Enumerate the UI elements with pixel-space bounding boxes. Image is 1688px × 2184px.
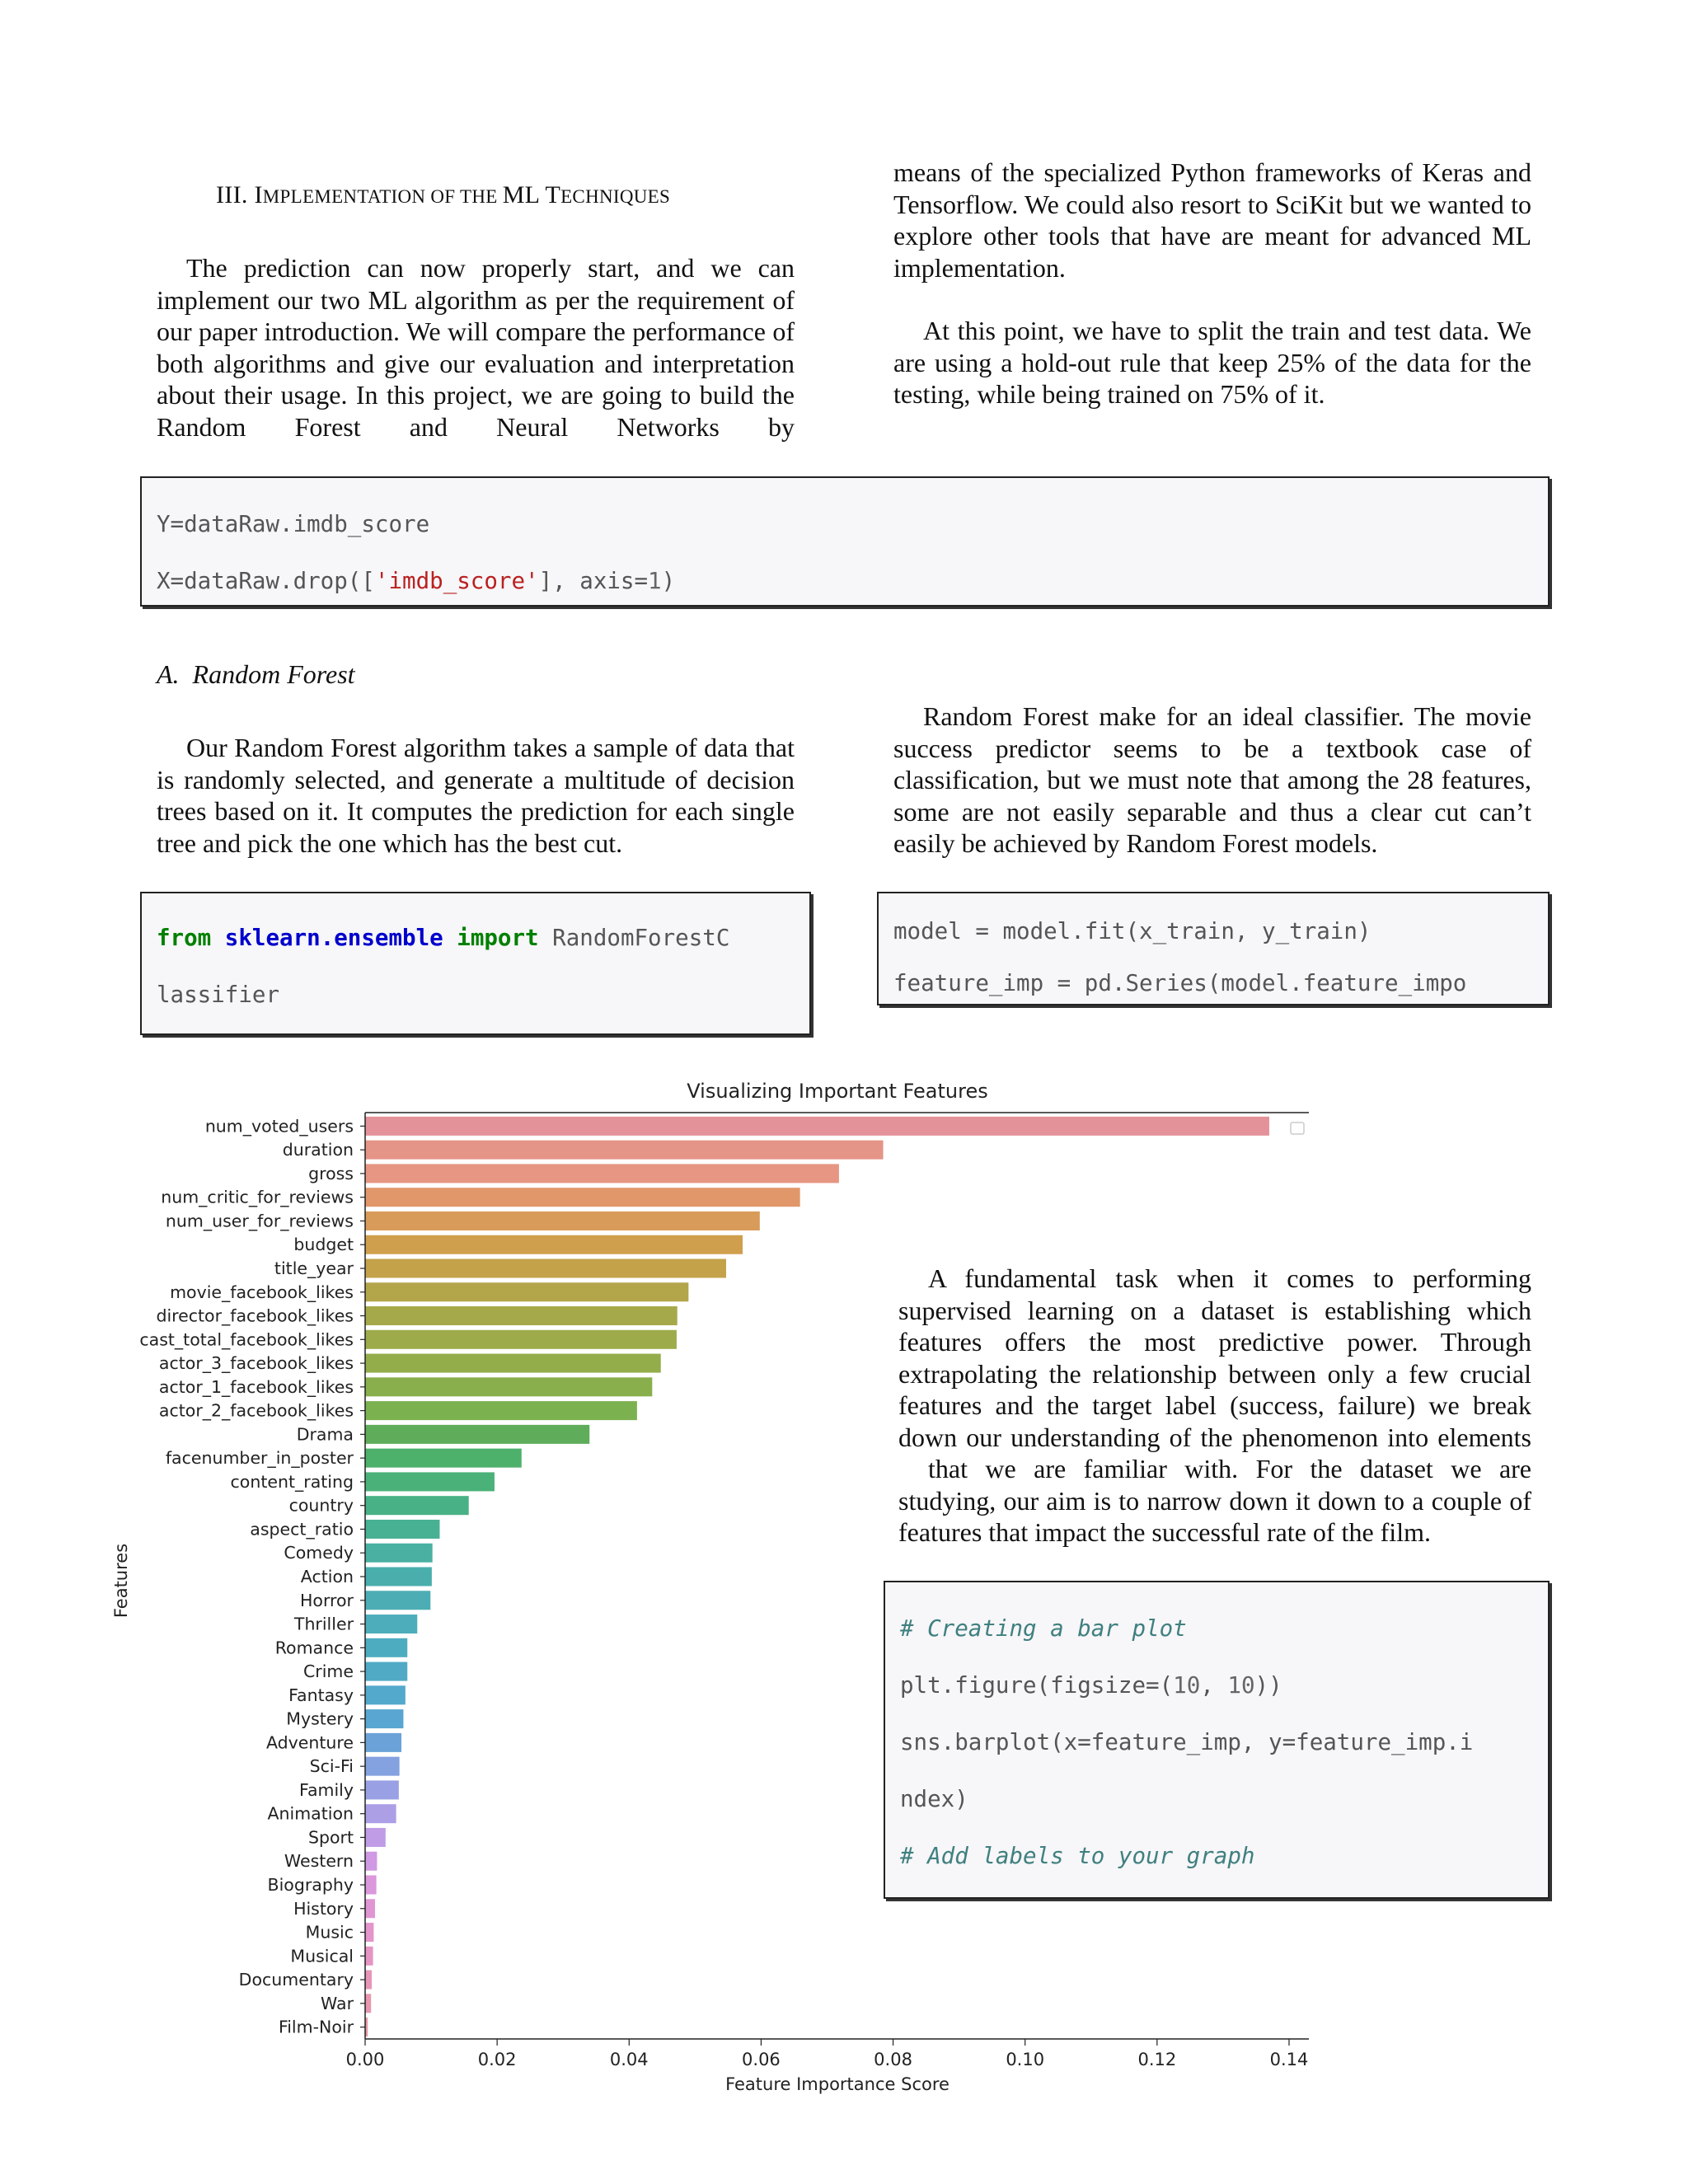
rf-classifier-paragraph: Random Forest make for an ideal classifier. The movie success predictor seems to be a textbook case of classification, but we must note that among the 28 features, some are not easily separable and thus a clear cut can’t easily be achieved by Random Forest models. (893, 701, 1531, 858)
category-label: Drama (296, 1424, 354, 1445)
bar-country (365, 1496, 469, 1515)
category-label: Adventure (265, 1732, 354, 1753)
heading-cap: I (254, 181, 263, 209)
category-label: Thriller (293, 1614, 354, 1634)
bar-romance (365, 1638, 407, 1657)
category-label: num_voted_users (204, 1116, 354, 1137)
category-label: country (288, 1495, 354, 1516)
heading-smallcaps: MPLEMENTATION OF THE (262, 186, 503, 207)
category-label: Crime (302, 1661, 354, 1682)
bar-num-critic-for-reviews (365, 1188, 800, 1207)
heading-smallcaps: ECHNIQUES (560, 186, 671, 207)
bar-war (365, 1994, 371, 2013)
rf-description-paragraph: Our Random Forest algorithm takes a sample of data that is randomly selected, and generate a multitude of decision trees based on it. It computes the prediction for each single tree and pick the one which has the best cut. (157, 733, 795, 858)
bar-actor-2-facebook-likes (365, 1401, 637, 1420)
bar-mystery (365, 1709, 403, 1728)
code-text: X=dataRaw.drop([ (157, 567, 375, 594)
category-label: num_critic_for_reviews (161, 1187, 354, 1207)
bar-crime (365, 1662, 407, 1681)
category-label: Horror (300, 1590, 354, 1610)
code-module: sklearn.ensemble (224, 924, 443, 951)
bar-documentary (365, 1971, 372, 1990)
category-label: cast_total_facebook_likes (139, 1329, 354, 1350)
category-label: actor_2_facebook_likes (158, 1400, 354, 1421)
code-text: sns.barplot(x=feature_imp, y=feature_imp.i (900, 1728, 1474, 1755)
category-label: Family (299, 1779, 354, 1800)
bar-facenumber-in-poster (365, 1449, 522, 1468)
category-label: Comedy (284, 1543, 354, 1563)
category-label: Music (305, 1922, 354, 1943)
y-axis-label: Features (111, 1543, 131, 1619)
code-text: RandomForestC (538, 924, 730, 951)
category-label: Romance (274, 1638, 354, 1658)
code-text: plt.figure(figsize=( (900, 1671, 1174, 1699)
bar-sport (365, 1828, 386, 1847)
code-text: feature_imp = pd.Series(model.feature_impo (893, 970, 1467, 996)
code-keyword: from (157, 924, 212, 951)
code-line (157, 510, 1533, 539)
code-line (900, 1785, 1533, 1814)
bar-gross (365, 1164, 839, 1183)
category-label: War (321, 1993, 354, 2013)
code-text: lassifier (157, 981, 280, 1008)
bar-duration (365, 1141, 884, 1160)
category-label: Film-Noir (278, 2017, 354, 2037)
code-block-rf-import (140, 892, 811, 1035)
code-line (893, 970, 1533, 997)
feature-selection-paragraph-cont: that we are familiar with. For the dataset we are studying, our aim is to narrow down it down to a couple of features that impact the successful rate of the film. (898, 1454, 1531, 1547)
bar-adventure (365, 1733, 401, 1752)
bar-movie-facebook-likes (365, 1282, 688, 1301)
x-tick-label: 0.02 (477, 2050, 517, 2069)
code-text: ndex) (900, 1785, 968, 1812)
category-label: Sport (307, 1827, 354, 1848)
heading-numeral: III. (216, 181, 255, 209)
code-keyword: import (457, 924, 539, 951)
x-tick-label: 0.06 (742, 2050, 781, 2069)
bar-biography (365, 1875, 377, 1894)
section-heading (216, 181, 793, 209)
feature-selection-paragraph: A fundamental task when it comes to performing supervised learning on a dataset is establishing which features offers the most predictive power. Through extrapolating the relationship between only a few crucial features and the target label (success, failure) we break down our understanding of the phenomenon into elements (898, 1263, 1531, 1452)
frameworks-paragraph: means of the specialized Python frameworks of Keras and Tensorflow. We could also resort to SciKit but we wanted to explore other tools that have are meant for advanced ML implementation. (893, 157, 1531, 283)
bar-musical (365, 1947, 373, 1966)
bar-actor-3-facebook-likes (365, 1354, 661, 1373)
bar-director-facebook-likes (365, 1306, 678, 1325)
category-label: actor_1_facebook_likes (158, 1376, 354, 1397)
code-line (157, 924, 795, 953)
category-label: director_facebook_likes (156, 1305, 354, 1326)
x-axis-label: Feature Importance Score (725, 2074, 950, 2094)
category-label: aspect_ratio (250, 1519, 354, 1540)
category-label: movie_facebook_likes (170, 1282, 354, 1302)
category-label: duration (282, 1140, 354, 1160)
intro-paragraph: The prediction can now properly start, and we can implement our two ML algorithm as per the requirement of our paper introduction. We will compare the performance of both algorithms and give our evaluation and interpretation about their usage. In this project, we are going to build the Random Forest and Neural Networks by (157, 253, 795, 442)
code-block-split (140, 476, 1550, 607)
code-comment: # Add labels to your graph (900, 1842, 1255, 1869)
category-label: Animation (267, 1803, 354, 1824)
x-tick-label: 0.12 (1137, 2050, 1177, 2069)
bar-budget (365, 1235, 743, 1254)
bar-aspect-ratio (365, 1520, 439, 1539)
code-text: Y=dataRaw.imdb_score (157, 510, 430, 537)
bar-comedy (365, 1544, 433, 1563)
code-text: ) (661, 567, 676, 594)
category-labels (139, 1116, 365, 2036)
category-label: Action (300, 1567, 354, 1586)
x-tick-label: 0.00 (345, 2050, 385, 2069)
bar-history (365, 1899, 375, 1918)
category-label: facenumber_in_poster (165, 1448, 354, 1469)
category-label: Musical (290, 1946, 354, 1966)
chart-title: Visualizing Important Features (687, 1080, 988, 1103)
bar-family (365, 1780, 399, 1799)
bar-drama (365, 1425, 589, 1444)
category-label: Mystery (286, 1708, 354, 1729)
bar-music (365, 1923, 373, 1942)
code-text: model = model.fit(x_train, y_train) (893, 918, 1372, 944)
category-label: title_year (274, 1258, 354, 1278)
code-block-fit (877, 892, 1550, 1005)
code-number: 1 (648, 567, 662, 594)
bar-western (365, 1852, 377, 1871)
x-tick-label: 0.10 (1006, 2050, 1045, 2069)
category-label: Documentary (238, 1970, 354, 1990)
x-tick-label: 0.08 (874, 2050, 912, 2069)
bar-actor-1-facebook-likes (365, 1377, 652, 1396)
category-label: actor_3_facebook_likes (158, 1353, 354, 1374)
code-comment: # Creating a bar plot (900, 1615, 1187, 1642)
bar-animation (365, 1804, 396, 1823)
category-label: num_user_for_reviews (165, 1211, 354, 1231)
bar-num-voted-users (365, 1117, 1269, 1136)
code-text: )) (1254, 1671, 1282, 1699)
bar-content-rating (365, 1472, 495, 1491)
heading-ml: ML (502, 181, 540, 209)
code-line (157, 567, 1533, 596)
bar-sci-fi (365, 1757, 400, 1776)
code-text: , (1200, 1671, 1228, 1699)
x-tick-label: 0.14 (1269, 2050, 1309, 2069)
code-line (900, 1671, 1533, 1700)
bar-num-user-for-reviews (365, 1212, 760, 1230)
bar-thriller (365, 1615, 417, 1633)
bar-cast-total-facebook-likes (365, 1330, 677, 1349)
split-paragraph: At this point, we have to split the train and test data. We are using a hold-out rule that keep 25% of the data for the testing, while being trained on 75% of it. (893, 316, 1531, 409)
x-tick-label: 0.04 (609, 2050, 649, 2069)
subsection-title: A. Random Forest (157, 659, 355, 689)
bar-action (365, 1567, 432, 1586)
code-line (900, 1728, 1533, 1757)
code-block-plot (884, 1581, 1550, 1899)
code-number: 10 (1227, 1671, 1255, 1699)
category-label: History (293, 1898, 354, 1919)
empty-legend (1291, 1122, 1304, 1134)
bar-fantasy (365, 1685, 406, 1704)
code-string: 'imdb_score' (374, 567, 539, 594)
category-label: Western (284, 1851, 354, 1872)
heading-cap: T (539, 181, 561, 209)
code-line (893, 918, 1533, 944)
category-label: Biography (267, 1875, 354, 1895)
code-number: 10 (1173, 1671, 1201, 1699)
bar-horror (365, 1591, 430, 1610)
category-label: gross (308, 1163, 354, 1183)
bar-title-year (365, 1258, 726, 1277)
category-label: Fantasy (288, 1685, 354, 1705)
category-label: budget (293, 1235, 354, 1255)
category-label: content_rating (230, 1471, 354, 1492)
code-line (900, 1899, 1533, 1900)
code-line (157, 981, 795, 1010)
x-axis-ticks (346, 2039, 1309, 2069)
code-text: ], axis= (538, 567, 649, 594)
category-label: Sci-Fi (309, 1756, 354, 1777)
